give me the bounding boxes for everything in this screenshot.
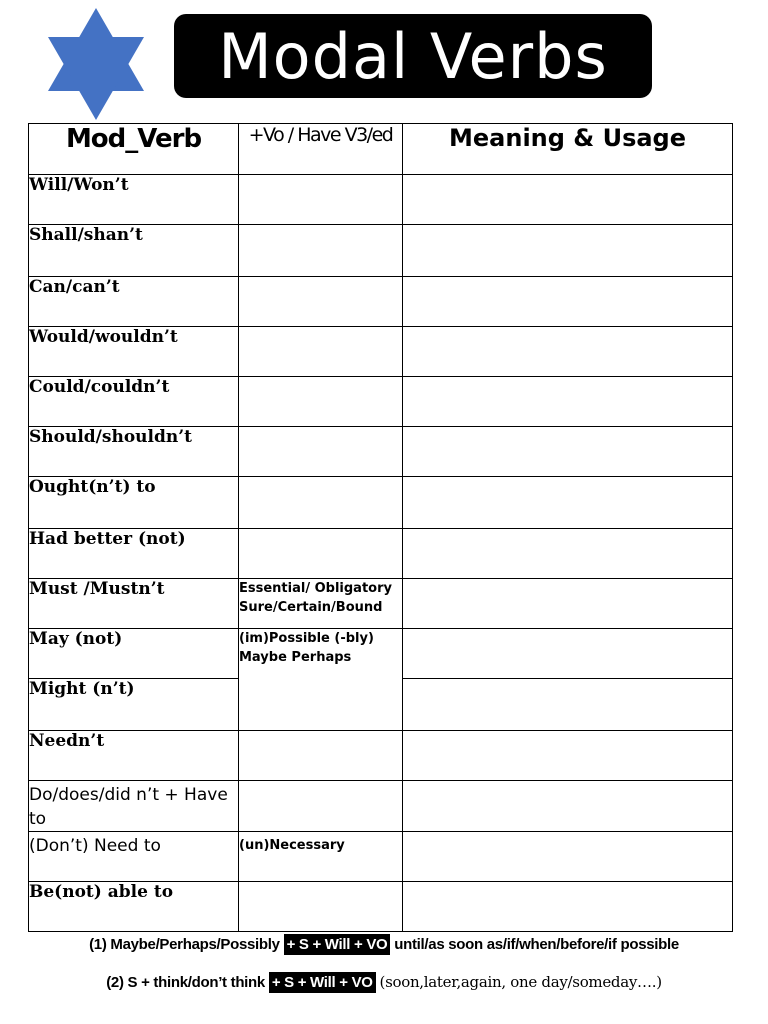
form-text: Sure/Certain/Bound <box>239 600 383 615</box>
meaning-cell[interactable] <box>403 427 733 477</box>
form-cell[interactable] <box>239 377 403 427</box>
verb-cell: (Don’t) Need to <box>29 832 239 882</box>
verb-cell: Ought(n’t) to <box>29 477 239 529</box>
table-row <box>29 629 733 679</box>
form-text: Maybe Perhaps <box>239 650 352 665</box>
meaning-cell[interactable] <box>403 882 733 932</box>
form-cell[interactable] <box>239 327 403 377</box>
table-row <box>29 175 733 225</box>
verb-cell: Do/does/did n’t + Have to <box>29 781 239 832</box>
form-cell[interactable] <box>239 529 403 579</box>
verb-cell: Must /Mustn’t <box>29 579 239 629</box>
form-cell[interactable] <box>239 225 403 277</box>
footnote-1 <box>0 936 768 953</box>
form-cell <box>239 629 403 731</box>
verb-cell: Will/Won’t <box>29 175 239 225</box>
meaning-cell[interactable] <box>403 175 733 225</box>
form-cell[interactable] <box>239 882 403 932</box>
blue-star-icon <box>40 8 152 120</box>
verb-cell: Be(not) able to <box>29 882 239 932</box>
header-mod-verb: Mod_Verb <box>29 124 239 175</box>
meaning-cell[interactable] <box>403 477 733 529</box>
footnote-1-prefix: (1) Maybe/Perhaps/Possibly <box>89 936 280 953</box>
table-row <box>29 427 733 477</box>
meaning-cell[interactable] <box>403 277 733 327</box>
form-cell[interactable] <box>239 731 403 781</box>
meaning-cell[interactable] <box>403 731 733 781</box>
form-cell <box>239 832 403 882</box>
table-row <box>29 477 733 529</box>
header-meaning-usage: Meaning & Usage <box>403 124 733 175</box>
table-row <box>29 731 733 781</box>
footnote-2-suffix: (soon,later,again, one day/someday….) <box>379 973 662 991</box>
verb-cell: Shall/shan’t <box>29 225 239 277</box>
form-cell <box>239 579 403 629</box>
meaning-cell[interactable] <box>403 529 733 579</box>
table-row <box>29 377 733 427</box>
meaning-cell[interactable] <box>403 832 733 882</box>
form-cell[interactable] <box>239 427 403 477</box>
table-row <box>29 529 733 579</box>
modal-verbs-table <box>28 123 733 932</box>
form-cell[interactable] <box>239 175 403 225</box>
table-row <box>29 832 733 882</box>
table-row <box>29 781 733 832</box>
form-cell[interactable] <box>239 277 403 327</box>
page-title: Modal Verbs <box>218 19 608 93</box>
meaning-cell[interactable] <box>403 629 733 679</box>
table-row <box>29 225 733 277</box>
meaning-cell[interactable] <box>403 679 733 731</box>
table-row <box>29 882 733 932</box>
verb-cell: Would/wouldn’t <box>29 327 239 377</box>
verb-cell: Can/can’t <box>29 277 239 327</box>
form-cell[interactable] <box>239 781 403 832</box>
table-header-row <box>29 124 733 175</box>
form-text: (un)Necessary <box>239 838 345 853</box>
verb-cell: Could/couldn’t <box>29 377 239 427</box>
meaning-cell[interactable] <box>403 225 733 277</box>
verb-cell: Had better (not) <box>29 529 239 579</box>
header-vo-have: +Vo / Have V3/ed <box>239 124 403 175</box>
verb-cell: May (not) <box>29 629 239 679</box>
verb-cell: Should/shouldn’t <box>29 427 239 477</box>
title-banner <box>174 14 652 98</box>
verb-cell: Might (n’t) <box>29 679 239 731</box>
footnote-2-prefix: (2) S + think/don’t think <box>106 974 265 991</box>
table-row <box>29 277 733 327</box>
table-row <box>29 579 733 629</box>
meaning-cell[interactable] <box>403 377 733 427</box>
footnote-1-suffix: until/as soon as/if/when/before/if possible <box>394 936 679 953</box>
footnote-2-highlight: + S + Will + VO <box>269 972 376 993</box>
meaning-cell[interactable] <box>403 327 733 377</box>
form-text: Essential/ Obligatory <box>239 581 392 596</box>
footnote-2 <box>0 973 768 991</box>
footnote-1-highlight: + S + Will + VO <box>284 934 391 955</box>
table-row <box>29 327 733 377</box>
verb-cell: Needn’t <box>29 731 239 781</box>
form-text: (im)Possible (-bly) <box>239 631 374 646</box>
form-cell[interactable] <box>239 477 403 529</box>
meaning-cell[interactable] <box>403 781 733 832</box>
meaning-cell[interactable] <box>403 579 733 629</box>
